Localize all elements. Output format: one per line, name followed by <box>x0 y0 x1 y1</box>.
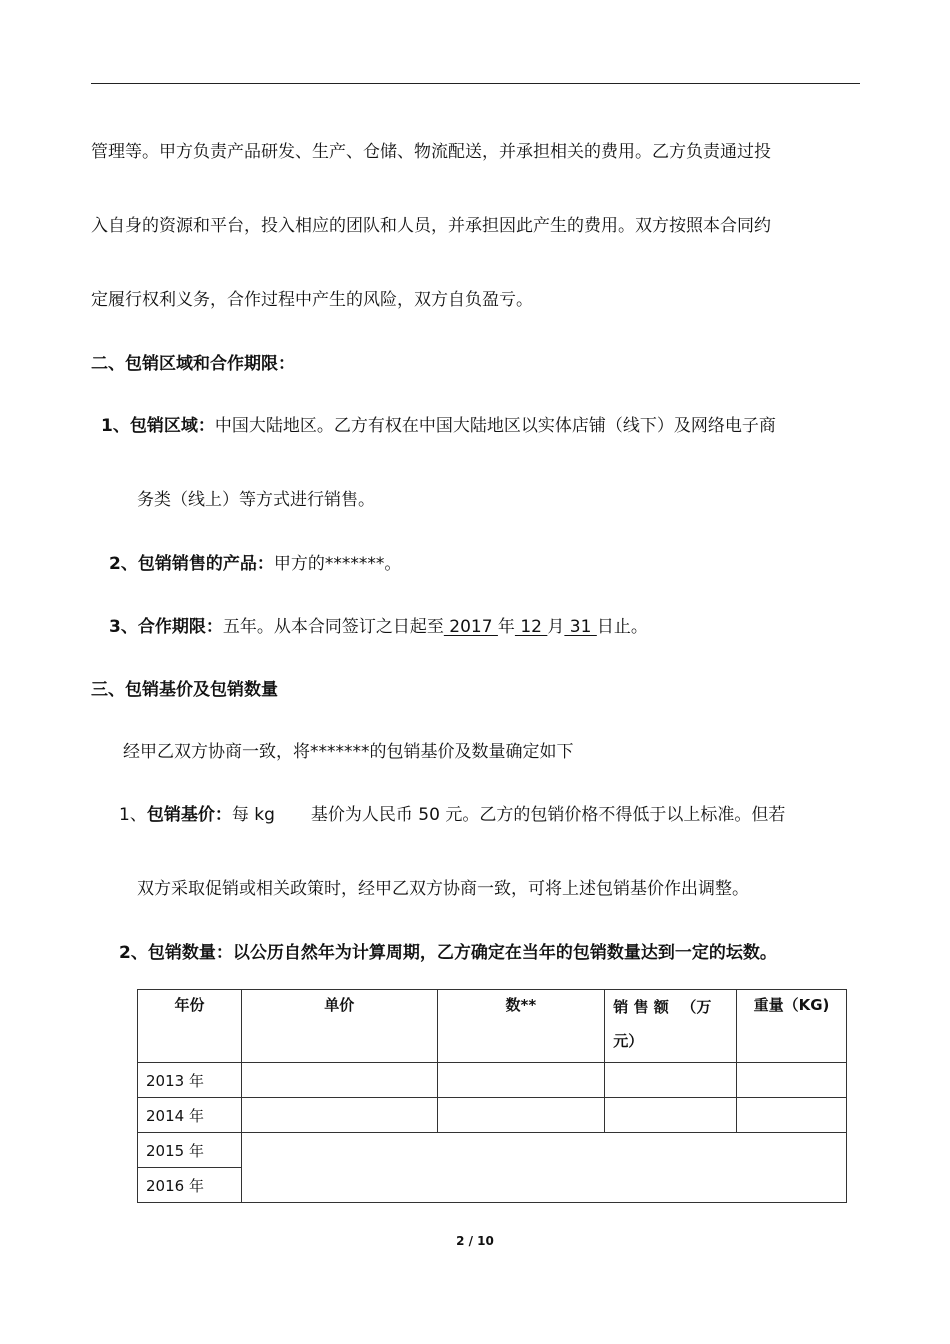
section-3-intro: 经甲乙双方协商一致，将*******的包销基价及数量确定如下 <box>123 742 574 762</box>
year-suffix: 年 <box>497 617 515 637</box>
table-cell <box>241 1098 437 1133</box>
base-price-unit: 每 kg <box>231 805 275 825</box>
header-unit-price: 单价 <box>241 990 437 1063</box>
base-price-line <box>119 803 785 827</box>
paragraph-line-3: 定履行权利义务，合作过程中产生的风险，双方自负盈亏。 <box>91 290 533 310</box>
section-2-title: 二、包销区域和合作期限： <box>91 354 295 374</box>
header-sales-amount: 销 售 额 （万 元） <box>605 990 737 1063</box>
item-2-line <box>109 552 401 576</box>
page-number: 2 / 10 <box>456 1234 494 1248</box>
item-1-continuation: 务类（线上）等方式进行销售。 <box>137 490 375 510</box>
end-month: 12 <box>514 617 548 637</box>
item-2-text: 甲方的*******。 <box>273 554 402 574</box>
item-3-text: 五年。从本合同签订之日起至 <box>222 617 444 637</box>
header-quantity: 数** <box>437 990 605 1063</box>
table-header-row <box>138 990 847 1063</box>
item-3-line <box>109 615 648 639</box>
row-year: 2014 年 <box>138 1098 242 1133</box>
section-3-title: 三、包销基价及包销数量 <box>91 680 278 700</box>
table-cell <box>241 1063 437 1098</box>
paragraph-line-1: 管理等。甲方负责产品研发、生产、仓储、物流配送，并承担相关的费用。乙方负责通过投 <box>91 142 771 162</box>
table-cell <box>737 1063 847 1098</box>
table-cell <box>605 1063 737 1098</box>
end-year: 2017 <box>443 617 498 637</box>
table-cell <box>437 1098 605 1133</box>
base-price-label: 包销基价： <box>146 805 232 825</box>
item-1-label: 1、包销区域： <box>101 416 215 436</box>
table-row <box>138 1098 847 1133</box>
month-suffix: 月 <box>547 617 565 637</box>
merged-cell <box>241 1133 846 1203</box>
table-row <box>138 1063 847 1098</box>
header-rule <box>91 83 860 84</box>
item-1-text: 中国大陆地区。乙方有权在中国大陆地区以实体店铺（线下）及网络电子商 <box>214 416 776 436</box>
row-year: 2016 年 <box>138 1168 242 1203</box>
row-year: 2015 年 <box>138 1133 242 1168</box>
table-cell <box>437 1063 605 1098</box>
base-price-number: 1、 <box>119 805 147 825</box>
row-year: 2013 年 <box>138 1063 242 1098</box>
day-suffix: 日止。 <box>596 617 648 637</box>
item-3-label: 3、合作期限： <box>109 617 223 637</box>
paragraph-line-2: 入自身的资源和平台，投入相应的团队和人员，并承担因此产生的费用。双方按照本合同约 <box>91 216 771 236</box>
sales-table <box>137 989 847 1203</box>
item-2-label: 2、包销销售的产品： <box>109 554 274 574</box>
header-year: 年份 <box>138 990 242 1063</box>
base-price-text: 基价为人民币 50 元。乙方的包销价格不得低于以上标准。但若 <box>310 805 786 825</box>
header-weight: 重量（KG) <box>737 990 847 1063</box>
base-price-continuation: 双方采取促销或相关政策时，经甲乙双方协商一致，可将上述包销基价作出调整。 <box>137 879 749 899</box>
end-day: 31 <box>564 617 597 637</box>
table-cell <box>605 1098 737 1133</box>
table-row <box>138 1133 847 1168</box>
table-cell <box>737 1098 847 1133</box>
quantity-line: 2、包销数量：以公历自然年为计算周期，乙方确定在当年的包销数量达到一定的坛数。 <box>119 943 777 963</box>
item-1-line <box>101 414 776 438</box>
